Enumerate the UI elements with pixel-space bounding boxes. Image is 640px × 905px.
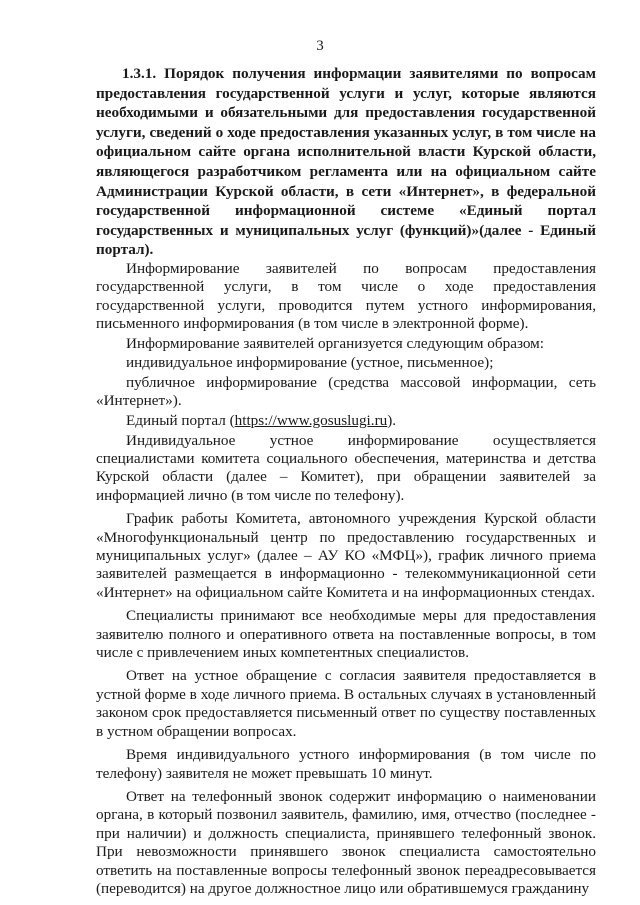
section-heading: 1.3.1. Порядок получения информации заявителями по вопросам предоставления государственной услуги и услуг, которые являются необходимыми и обязательными для предоставления государственной услуги, сведений о ходе предоставления указанных услуг, в том числе на официальном сайте органа исполнительной власти Курской области, являющегося разработчиком регламента или на официальном сайте Администрации Курской области, в сети «Интернет», в федеральной государственной информационной системе «Единый портал государственных и муниципальных услуг (функций)»(далее - Единый портал). bbox=[96, 65, 596, 259]
gosuslugi-link[interactable]: https://www.gosuslugi.ru bbox=[234, 412, 388, 429]
paragraph: Время индивидуального устного информирования (в том числе по телефону) заявителя не может превышать 10 минут. bbox=[96, 746, 596, 782]
paragraph: Индивидуальное устное информирование осуществляется специалистами комитета социального обеспечения, материнства и детства Курской области (далее – Комитет), при обращении заявителей за информацией лично (в том числе по телефону). bbox=[96, 431, 596, 504]
paragraph bbox=[96, 412, 596, 430]
page-number: 3 bbox=[316, 38, 324, 54]
paragraph-text: Единый портал ( bbox=[126, 412, 235, 429]
document-body bbox=[96, 260, 596, 900]
paragraph: Информирование заявителей по вопросам предоставления государственной услуги, в том числе о ходе предоставления государственной услуги, проводится путем устного информирования, письменного информирования (в том числе в электронной форме). bbox=[96, 260, 596, 333]
paragraph-text: ). bbox=[387, 412, 397, 429]
paragraph: индивидуальное информирование (устное, письменное); bbox=[126, 354, 494, 372]
paragraph: Специалисты принимают все необходимые меры для предоставления заявителю полного и оперативного ответа на поставленные вопросы, в том числе с привлечением иных компетентных специалистов. bbox=[96, 607, 596, 662]
paragraph: Информирование заявителей организуется следующим образом: bbox=[126, 334, 545, 352]
paragraph: Ответ на телефонный звонок содержит информацию о наименовании органа, в который позвонил заявитель, фамилию, имя, отчество (последнее - при наличии) и должность специалиста, принявшего телефонный звонок. При невозможности принявшего звонок специалиста самостоятельно ответить на поставленные вопросы телефонный звонок переадресовывается (переводится) на другое должностное лицо или обратившемуся гражданину bbox=[96, 787, 596, 897]
paragraph: Ответ на устное обращение с согласия заявителя предоставляется в устной форме в ходе личного приема. В остальных случаях в установленный законом срок предоставляется письменный ответ по существу поставленных в устном обращении вопросах. bbox=[96, 667, 596, 740]
paragraph: публичное информирование (средства массовой информации, сеть «Интернет»). bbox=[96, 374, 596, 410]
paragraph: График работы Комитета, автономного учреждения Курской области «Многофункциональный центр по предоставлению государственных и муниципальных услуг» (далее – АУ КО «МФЦ»), график личного приема заявителей размещается в информационно - телекоммуникационной сети «Интернет» на официальном сайте Комитета и на информационных стендах. bbox=[96, 510, 596, 601]
